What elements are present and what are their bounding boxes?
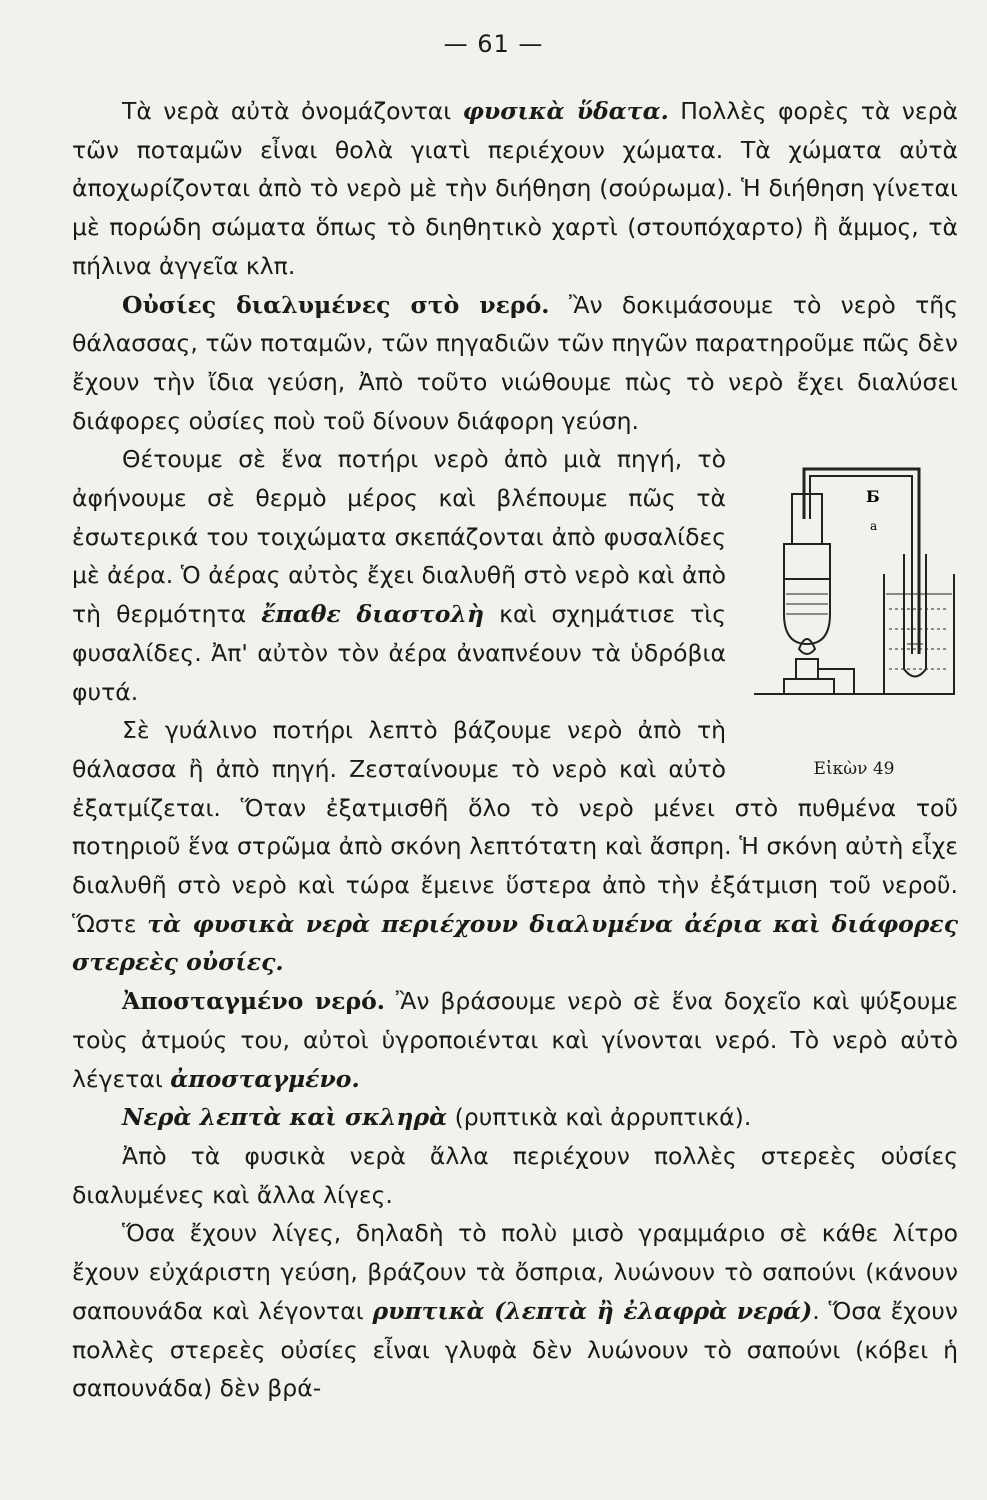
body-text	[72, 92, 958, 1408]
term-natural-waters: φυσικὰ ὕδατα.	[462, 97, 669, 125]
test-tube	[904, 554, 926, 677]
paragraph-evaporation: Σὲ γυάλινο ποτήρι λεπτὸ βάζουμε νερὸ ἀπὸ τὴ θάλασσα ἢ ἀπὸ πηγή. Ζεσταίνουμε τὸ νερὸ καὶ αὐτὸ ἐξατμίζεται. Ὅταν ἐξατμισθῆ ὅλο τὸ νερὸ μένει στὸ πυθμένα τοῦ ποτηριοῦ ἕνα στρῶμα ἀπὸ σκόνη λεπτότατη καὶ ἄσπρη. Ἡ σκόνη αὐτὴ εἶχε διαλυθῆ στὸ νερὸ καὶ τώρα ἔμεινε ὕστερα ἀπὸ τὴν ἐξάτμιση τοῦ νεροῦ. Ὥστε τὰ φυσικὰ νερὰ περιέχουν διαλυμένα ἀέρια καὶ διάφορες στερεὲς οὐσίες.	[72, 716, 958, 977]
paragraph-natural-waters: Τὰ νερὰ αὐτὰ ὀνομάζονται φυσικὰ ὕδατα. Πολλὲς φορὲς τὰ νερὰ τῶν ποταμῶν εἶναι θολὰ γιατὶ περιέχουν χώματα. Τὰ χώματα αὐτὰ ἀποχωρίζονται ἀπὸ τὸ νερὸ μὲ τὴν διήθηση (σούρωμα). Ἡ διήθηση γίνεται μὲ πορώδη σώματα ὅπως τὸ διηθητικὸ χαρτὶ (στουπόχαρτο) ἢ ἄμμος, τὰ πήλινα ἀγγεῖα κλπ.	[72, 97, 958, 280]
paragraph-distilled-water: Ἀποσταγμένο νερό. Ἂν βράσουμε νερὸ σὲ ἕνα δοχεῖο καὶ ψύξουμε τοὺς ἀτμούς του, αὐτοὶ ὑγροποιένται καὶ γίνονται νερό. Τὸ νερὸ αὐτὸ λέγεται ἀποσταγμένο.	[72, 987, 958, 1093]
heading-distilled-water: Ἀποσταγμένο νερό.	[122, 987, 385, 1016]
paragraph-dissolved-substances: Οὐσίες διαλυμένες στὸ νερό. Ἂν δοκιμάσουμε τὸ νερὸ τῆς θάλασσας, τῶν ποταμῶν, τῶν πηγαδιῶν τῶν πηγῶν παρατηροῦμε πῶς δὲν ἔχουν τὴν ἴδια γεύση, Ἀπὸ τοῦτο νιώθουμε πὼς τὸ νερὸ ἔχει διαλύσει διάφορες οὐσίες ποὺ τοῦ δίνουν διάφορη γεύση.	[72, 290, 958, 435]
figure-label-a: a	[870, 519, 878, 534]
term-distilled: ἀποσταγμένο.	[170, 1064, 360, 1093]
heading-soft-hard-water: Νερὰ λεπτὰ καὶ σκληρὰ	[122, 1103, 448, 1132]
paragraph-soft-hard-heading: Νερὰ λεπτὰ καὶ σκληρὰ (ρυπτικὰ καὶ ἀρρυπτικά).	[122, 1103, 752, 1132]
figure-caption: Εἰκὼν 49	[813, 759, 895, 780]
paragraph-solid-substances: Ἀπὸ τὰ φυσικὰ νερὰ ἄλλα περιέχουν πολλὲς στερεὲς οὐσίες διαλυμένες καὶ ἄλλα λίγες.	[72, 1141, 958, 1209]
term-soft-water: ρυπτικὰ (λεπτὰ ἢ ἐλαφρὰ νερά)	[372, 1296, 813, 1325]
burner-flame	[799, 639, 815, 654]
figure-49	[744, 444, 964, 780]
figure-label-b: Б	[866, 487, 880, 507]
figure-wrap-zone	[72, 440, 958, 982]
heading-dissolved-substances: Οὐσίες διαλυμένες στὸ νερό.	[122, 290, 550, 319]
paragraph-air-bubbles: Θέτουμε σὲ ἕνα ποτήρι νερὸ ἀπὸ μιὰ πηγή, τὸ ἀφήνουμε σὲ θερμὸ μέρος καὶ βλέπουμε πῶς τὰ ἐσωτερικά του τοιχώματα σκεπάζονται ἀπὸ φυσαλίδες μὲ ἀέρα. Ὁ ἀέρας αὐτὸς ἔχει διαλυθῆ στὸ νερὸ καὶ ἀπὸ τὴ θερμότητα ἔπαθε διαστολὴ καὶ σχημάτισε τὶς φυσαλίδες. Ἀπ' αὐτὸν τὸν ἀέρα ἀναπνέουν τὰ ὑδρόβια φυτά.	[72, 445, 726, 706]
distillation-apparatus-illustration	[744, 444, 964, 744]
term-expansion: ἔπαθε διαστολὴ	[261, 600, 485, 629]
burner	[796, 659, 818, 679]
page-number: — 61 —	[443, 30, 544, 58]
paragraph-soft-water: Ὅσα ἔχουν λίγες, δηλαδὴ τὸ πολὺ μισὸ γραμμάριο σὲ κάθε λίτρο ἔχουν εὐχάριστη γεύση, βράζουν τὰ ὄσπρια, λυώνουν τὸ σαπούνι (κάνουν σαπουνάδα καὶ λέγονται ρυπτικὰ (λεπτὰ ἢ ἐλαφρὰ νερά). Ὅσα ἔχουν πολλὲς στερεὲς οὐσίες εἶναι γλυφὰ δὲν λυώνουν τὸ σαπούνι (κόβει ἡ σαπουνάδα) δὲν βρά-	[72, 1219, 958, 1403]
conclusion-dissolved-gases: τὰ φυσικὰ νερὰ περιέχουν διαλυμένα ἀέρια καὶ διάφορες στερεὲς οὐσίες.	[72, 909, 958, 977]
flask-neck	[792, 494, 822, 544]
